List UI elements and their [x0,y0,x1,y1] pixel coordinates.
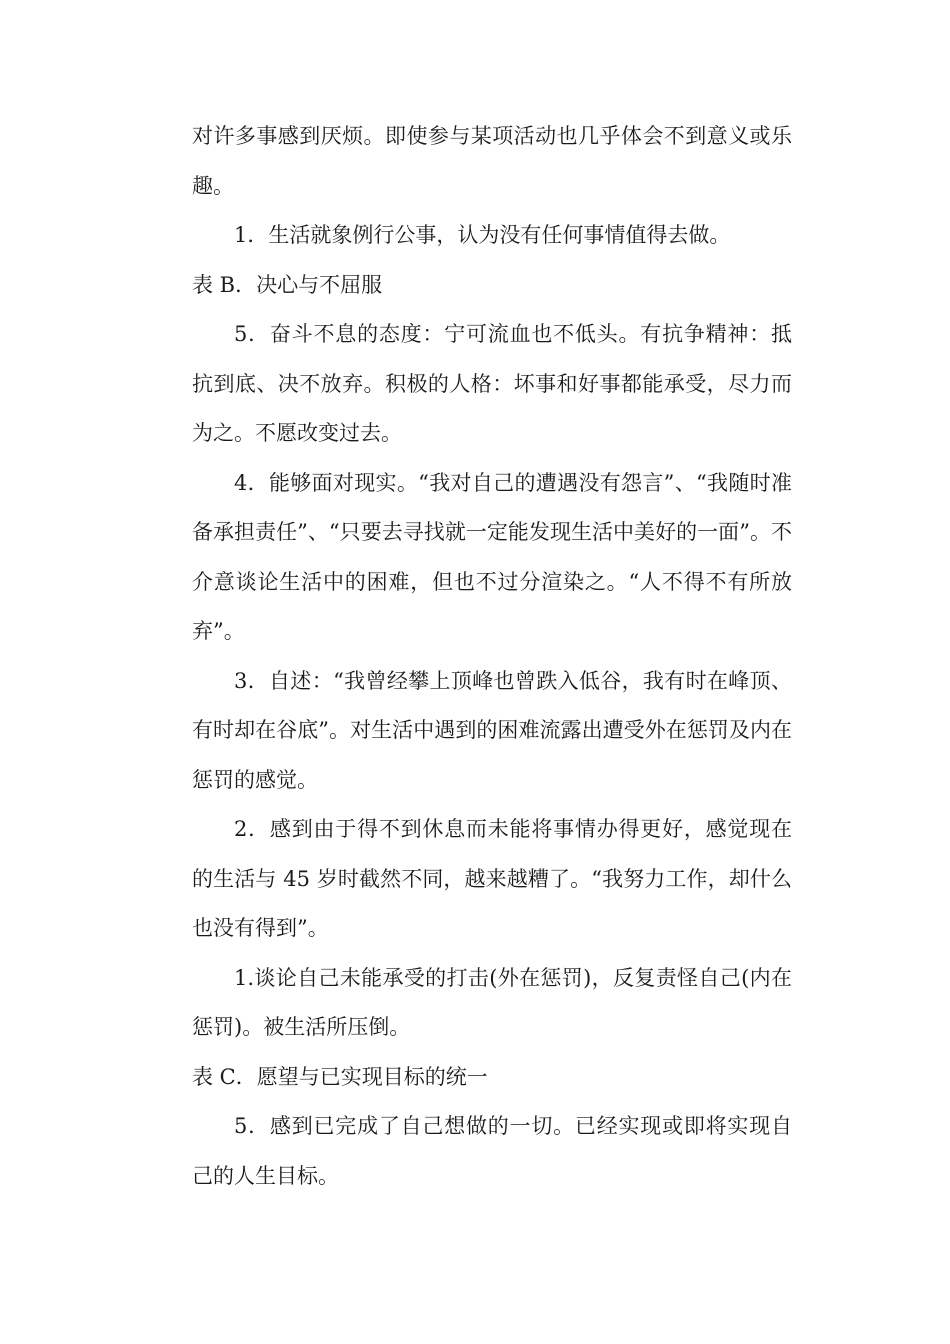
item-b-3: 3．自述：“我曾经攀上顶峰也曾跌入低谷，我有时在峰顶、有时却在谷底”。对生活中遇到的困难流露出遭受外在惩罚及内在惩罚的感觉。 [192,668,792,792]
item-b-5: 5．奋斗不息的态度：宁可流血也不低头。有抗争精神：抵抗到底、决不放弃。积极的人格：坏事和好事都能承受，尽力而为之。不愿改变过去。 [192,322,792,445]
item-b-2: 2．感到由于得不到休息而未能将事情办得更好，感觉现在的生活与 45 岁时截然不同，越来越糟了。“我努力工作，却什么也没有得到”。 [192,817,792,940]
item-c-5: 5．感到已完成了自己想做的一切。已经实现或即将实现自己的人生目标。 [192,1114,792,1188]
item-b-1: 1.谈论自己未能承受的打击(外在惩罚)，反复责怪自己(内在惩罚)。被生活所压倒。 [192,965,792,1039]
table-c-heading: 表 C．愿望与已实现目标的统一 [192,1064,488,1089]
paragraph-continuation: 对许多事感到厌烦。即使参与某项活动也几乎体会不到意义或乐趣。 [192,124,792,198]
table-b-heading: 表 B．决心与不屈服 [192,272,383,297]
document-body [192,112,792,1201]
item-a-1: 1．生活就象例行公事，认为没有任何事情值得去做。 [234,223,731,247]
item-b-4: 4．能够面对现实。“我对自己的遭遇没有怨言”、“我随时准备承担责任”、“只要去寻找就一定能发现生活中美好的一面”。不介意谈论生活中的困难，但也不过分渲染之。“人不得不有所放弃”。 [192,470,792,643]
